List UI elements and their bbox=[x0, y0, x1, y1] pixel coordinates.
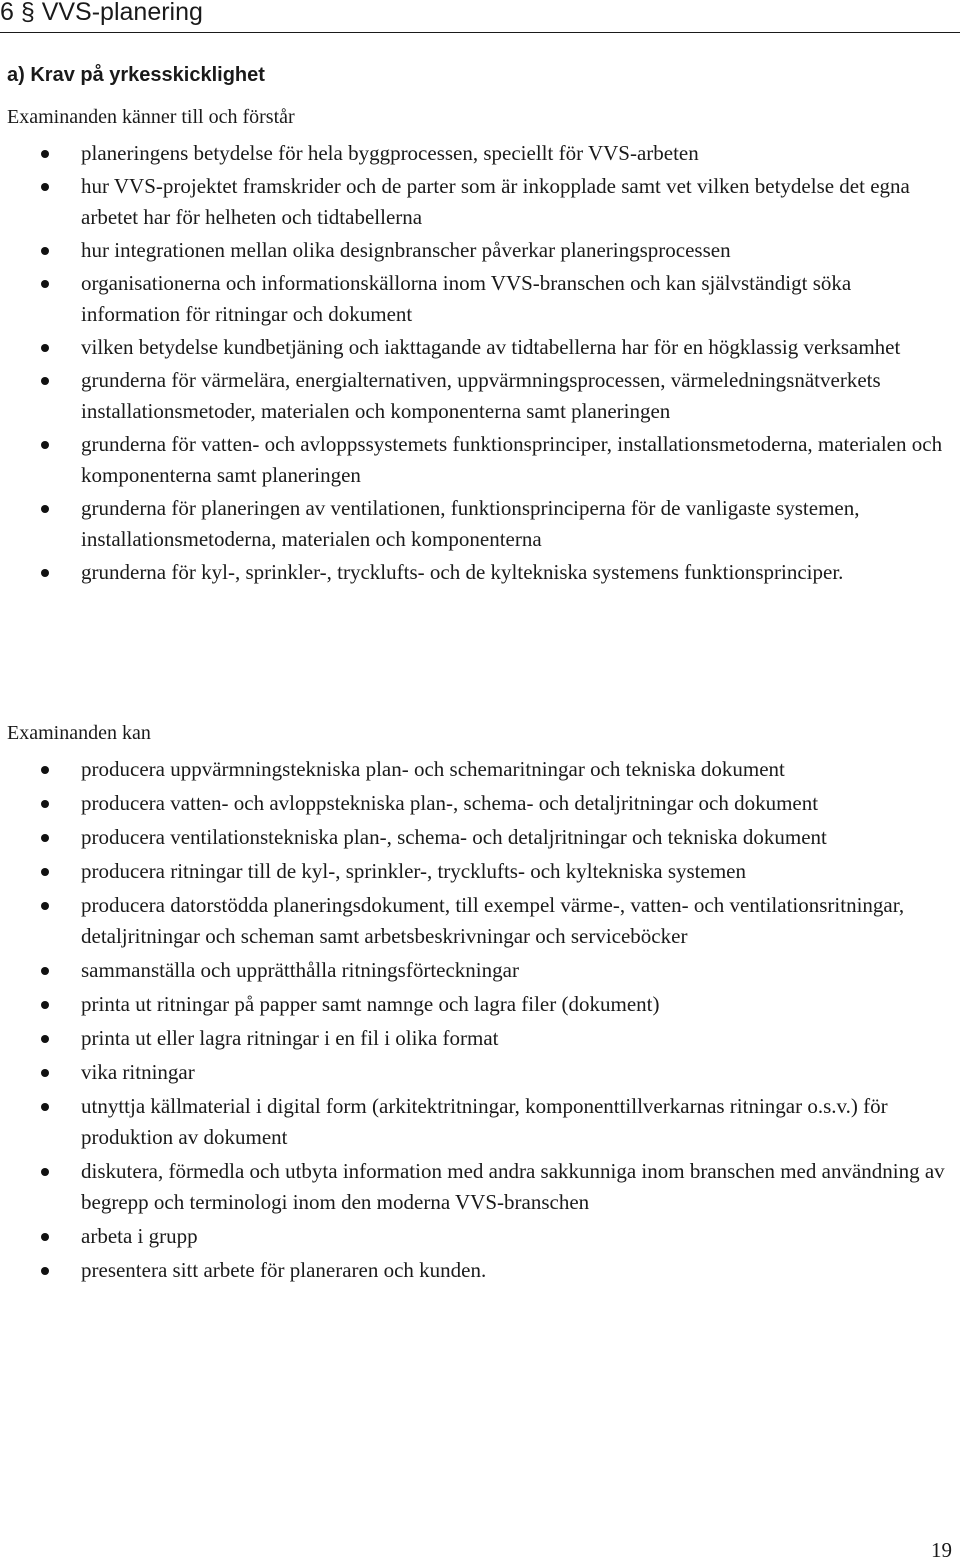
bullet-icon bbox=[41, 902, 49, 910]
can-intro: Examinanden kan bbox=[7, 722, 151, 744]
bullet-icon bbox=[41, 1267, 49, 1275]
can-list bbox=[0, 754, 960, 1286]
bullet-icon bbox=[41, 766, 49, 774]
bullet-icon bbox=[41, 441, 49, 449]
section-heading: a) Krav på yrkesskicklighet bbox=[7, 64, 265, 86]
list-item: hur VVS-projektet framskrider och de parter som är inkopplade samt vet vilken betydelse det egna arbetet har för helheten och tidtabellerna bbox=[0, 171, 960, 233]
list-item: producera vatten- och avloppstekniska plan-, schema- och detaljritningar och dokument bbox=[0, 788, 960, 819]
list-item: presentera sitt arbete för planeraren och kunden. bbox=[0, 1255, 960, 1286]
list-item: arbeta i grupp bbox=[0, 1221, 960, 1252]
list-item: grunderna för vatten- och avloppssystemets funktionsprinciper, installationsmetoderna, materialen och komponenterna samt planeringen bbox=[0, 429, 960, 491]
list-item: producera ventilationstekniska plan-, schema- och detaljritningar och tekniska dokument bbox=[0, 822, 960, 853]
page-title: 6 § VVS-planering bbox=[0, 0, 203, 26]
list-item: grunderna för kyl-, sprinkler-, trycklufts- och de kyltekniska systemens funktionsprinciper. bbox=[0, 557, 960, 588]
bullet-icon bbox=[41, 967, 49, 975]
bullet-icon bbox=[41, 247, 49, 255]
bullet-icon bbox=[41, 800, 49, 808]
bullet-icon bbox=[41, 834, 49, 842]
list-item: producera datorstödda planeringsdokument, till exempel värme-, vatten- och ventilationsritningar, detaljritningar och scheman samt arbetsbeskrivningar och serviceböcker bbox=[0, 890, 960, 952]
bullet-icon bbox=[41, 377, 49, 385]
bullet-icon bbox=[41, 569, 49, 577]
bullet-icon bbox=[41, 1035, 49, 1043]
list-item: producera ritningar till de kyl-, sprinkler-, trycklufts- och kyltekniska systemen bbox=[0, 856, 960, 887]
bullet-icon bbox=[41, 1103, 49, 1111]
list-item: planeringens betydelse för hela byggprocessen, speciellt för VVS-arbeten bbox=[0, 138, 960, 169]
list-item: vika ritningar bbox=[0, 1057, 960, 1088]
bullet-icon bbox=[41, 183, 49, 191]
list-item: vilken betydelse kundbetjäning och iakttagande av tidtabellerna har för en högklassig verksamhet bbox=[0, 332, 960, 363]
list-item: sammanställa och upprätthålla ritningsförteckningar bbox=[0, 955, 960, 986]
list-item: diskutera, förmedla och utbyta information med andra sakkunniga inom branschen med användning av begrepp och terminologi inom den moderna VVS-branschen bbox=[0, 1156, 960, 1218]
title-rule bbox=[0, 32, 960, 33]
list-item: hur integrationen mellan olika designbranscher påverkar planeringsprocessen bbox=[0, 235, 960, 266]
bullet-icon bbox=[41, 1069, 49, 1077]
list-item: utnyttja källmaterial i digital form (arkitektritningar, komponenttillverkarnas ritningar o.s.v.) för produktion av dokument bbox=[0, 1091, 960, 1153]
list-item: organisationerna och informationskällorna inom VVS-branschen och kan självständigt söka information för ritningar och dokument bbox=[0, 268, 960, 330]
bullet-icon bbox=[41, 280, 49, 288]
list-item: printa ut ritningar på papper samt namnge och lagra filer (dokument) bbox=[0, 989, 960, 1020]
knows-intro: Examinanden känner till och förstår bbox=[7, 106, 295, 128]
bullet-icon bbox=[41, 1001, 49, 1009]
list-item: grunderna för planeringen av ventilationen, funktionsprinciperna för de vanligaste systemen, installationsmetoderna, materialen och komponenterna bbox=[0, 493, 960, 555]
list-item: producera uppvärmningstekniska plan- och schemaritningar och tekniska dokument bbox=[0, 754, 960, 785]
bullet-icon bbox=[41, 150, 49, 158]
page-number: 19 bbox=[931, 1538, 952, 1562]
bullet-icon bbox=[41, 868, 49, 876]
list-item: grunderna för värmelära, energialternativen, uppvärmningsprocessen, värmeledningsnätverkets installationsmetoder, materialen och komponenterna samt planeringen bbox=[0, 365, 960, 427]
knows-list bbox=[0, 138, 960, 588]
bullet-icon bbox=[41, 344, 49, 352]
bullet-icon bbox=[41, 1168, 49, 1176]
list-item: printa ut eller lagra ritningar i en fil i olika format bbox=[0, 1023, 960, 1054]
bullet-icon bbox=[41, 505, 49, 513]
bullet-icon bbox=[41, 1233, 49, 1241]
